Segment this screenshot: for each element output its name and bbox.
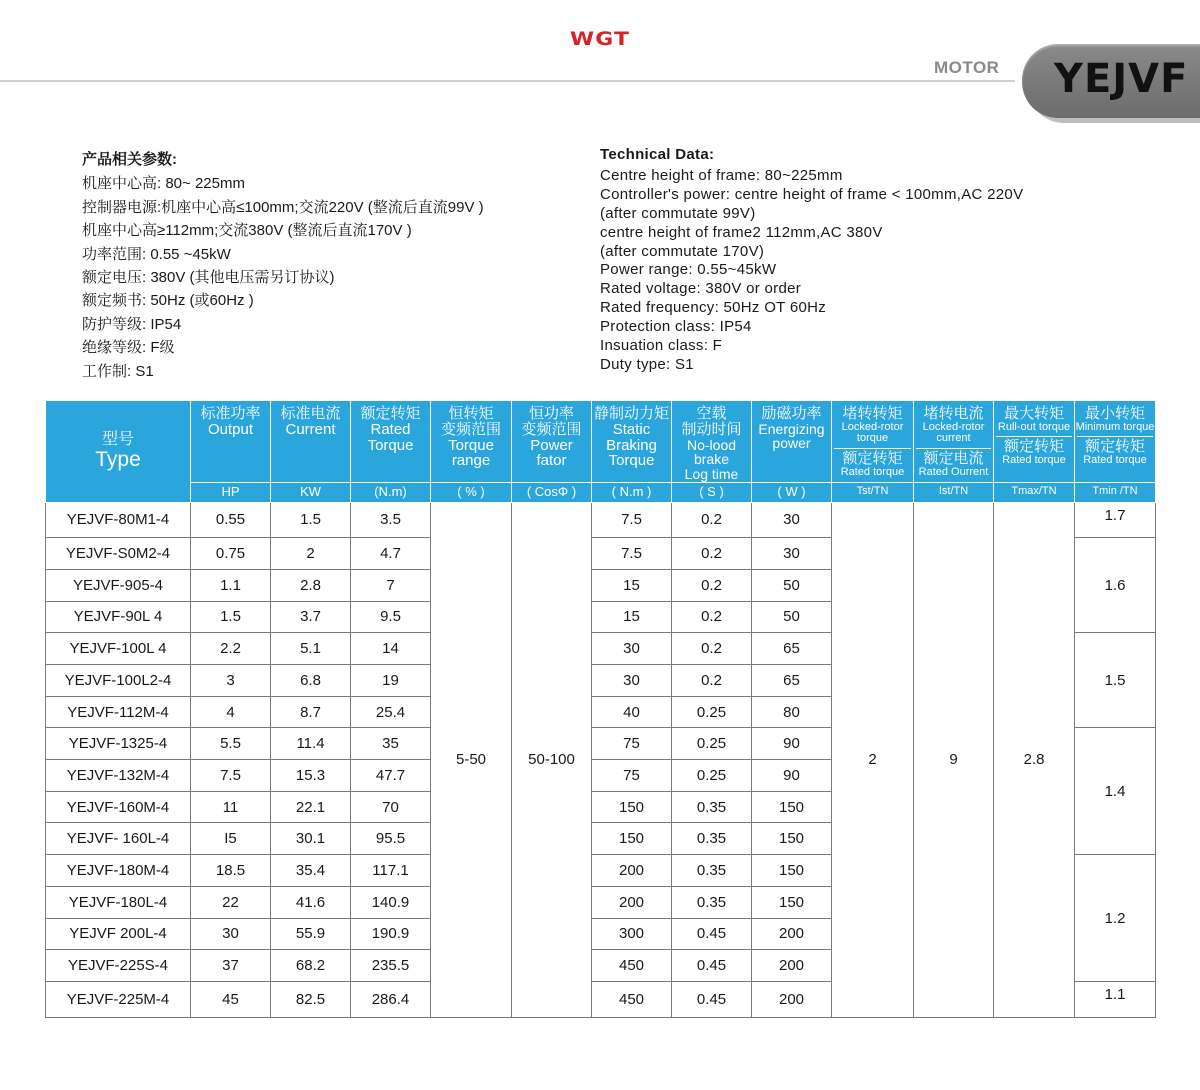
- cell-energizing-power: 200: [752, 981, 832, 1017]
- cell-type: YEJVF-160M-4: [46, 791, 191, 823]
- cell-output: 1.5: [191, 601, 271, 633]
- cell-output: 4: [191, 696, 271, 728]
- cell-torque-range: 5-50: [431, 502, 512, 1017]
- cell-output: 2.2: [191, 633, 271, 665]
- technical-data-line: centre height of frame2 112mm,AC 380V: [600, 223, 883, 241]
- cell-rated-torque: 235.5: [351, 950, 431, 982]
- cell-output: 18.5: [191, 855, 271, 887]
- header-torque-range: 恒转矩 变频范围 Torque range: [431, 401, 512, 483]
- cell-energizing-power: 150: [752, 823, 832, 855]
- header-locked-torque: 堵转转矩 Locked-rotor torque 额定转矩 Rated torque: [832, 401, 914, 483]
- cell-static-braking: 450: [592, 981, 672, 1017]
- cell-energizing-power: 65: [752, 633, 832, 665]
- cell-energizing-power: 150: [752, 855, 832, 887]
- cell-type: YEJVF-S0M2-4: [46, 538, 191, 570]
- cell-current: 55.9: [271, 918, 351, 950]
- chinese-params: [82, 148, 484, 383]
- cell-rated-torque: 70: [351, 791, 431, 823]
- technical-data-line: Rated voltage: 380V or order: [600, 280, 802, 298]
- cell-output: 7.5: [191, 760, 271, 792]
- cell-brake-time: 0.2: [672, 502, 752, 538]
- cell-max-torque-ratio: 2.8: [994, 502, 1075, 1017]
- cell-energizing-power: 30: [752, 538, 832, 570]
- unit-power-factor: ( CosΦ ): [512, 482, 592, 502]
- cell-energizing-power: 200: [752, 950, 832, 982]
- header-rated-torque: 额定转矩 Rated Torque: [351, 401, 431, 483]
- cell-current: 3.7: [271, 601, 351, 633]
- table-row: [46, 502, 1156, 538]
- technical-data-line: Centre height of frame: 80~225mm: [600, 166, 843, 184]
- cell-brake-time: 0.45: [672, 918, 752, 950]
- cell-type: YEJVF 200L-4: [46, 918, 191, 950]
- cell-current: 35.4: [271, 855, 351, 887]
- technical-data-line: Controller's power: centre height of frame < 100mm,AC 220V: [600, 185, 1024, 203]
- cell-static-braking: 200: [592, 855, 672, 887]
- cell-energizing-power: 200: [752, 918, 832, 950]
- cell-energizing-power: 80: [752, 696, 832, 728]
- cell-rated-torque: 47.7: [351, 760, 431, 792]
- unit-static-braking: ( N.m ): [592, 482, 672, 502]
- cell-current: 2.8: [271, 569, 351, 601]
- cell-static-braking: 30: [592, 665, 672, 697]
- cell-static-braking: 7.5: [592, 538, 672, 570]
- cell-static-braking: 7.5: [592, 502, 672, 538]
- cell-type: YEJVF-132M-4: [46, 760, 191, 792]
- unit-brake-time: ( S ): [672, 482, 752, 502]
- cell-current: 8.7: [271, 696, 351, 728]
- cell-current: 11.4: [271, 728, 351, 760]
- header-rule: [0, 80, 1015, 82]
- cell-energizing-power: 30: [752, 502, 832, 538]
- cell-min-torque-ratio: 1.4: [1075, 728, 1156, 855]
- cell-type: YEJVF-225S-4: [46, 950, 191, 982]
- cell-brake-time: 0.35: [672, 791, 752, 823]
- cell-output: 3: [191, 665, 271, 697]
- cell-rated-torque: 117.1: [351, 855, 431, 887]
- cell-output: 45: [191, 981, 271, 1017]
- unit-torque: (N.m): [351, 482, 431, 502]
- cell-min-torque-ratio: 1.5: [1075, 633, 1156, 728]
- cell-current: 6.8: [271, 665, 351, 697]
- cell-rated-torque: 190.9: [351, 918, 431, 950]
- section-label: MOTOR: [934, 58, 1000, 77]
- cell-rated-torque: 19: [351, 665, 431, 697]
- cell-brake-time: 0.35: [672, 823, 752, 855]
- cell-rated-torque: 286.4: [351, 981, 431, 1017]
- technical-data-line: (after commutate 99V): [600, 204, 756, 222]
- header-energizing-power: 励磁功率 Energizing power: [752, 401, 832, 483]
- cell-output: 0.75: [191, 538, 271, 570]
- header-locked-current: 堵转电流 Locked-rotor current 额定电流 Rated Ourrent: [914, 401, 994, 483]
- cell-min-torque-ratio: 1.1: [1075, 981, 1156, 1017]
- cell-static-braking: 300: [592, 918, 672, 950]
- unit-current: KW: [271, 482, 351, 502]
- technical-data-line: Power range: 0.55~45kW: [600, 261, 777, 279]
- technical-data-line: Duty type: S1: [600, 355, 694, 373]
- cell-output: 37: [191, 950, 271, 982]
- header-min-torque: 最小转矩 Minimum torque 额定转矩 Rated torque: [1075, 401, 1156, 483]
- technical-data: [600, 146, 1023, 375]
- header-power-factor: 恒功率 变频范围 Power fator: [512, 401, 592, 483]
- chinese-param-line: 额定频书: 50Hz (或60Hz ): [82, 292, 254, 310]
- cell-type: YEJVF-112M-4: [46, 696, 191, 728]
- cell-type: YEJVF-100L2-4: [46, 665, 191, 697]
- cell-brake-time: 0.35: [672, 855, 752, 887]
- chinese-param-line: 绝缘等级: F级: [82, 339, 175, 357]
- cell-static-braking: 200: [592, 886, 672, 918]
- cell-locked-current-ratio: 9: [914, 502, 994, 1017]
- cell-static-braking: 30: [592, 633, 672, 665]
- cell-min-torque-ratio: 1.2: [1075, 855, 1156, 982]
- unit-output: HP: [191, 482, 271, 502]
- cell-brake-time: 0.25: [672, 760, 752, 792]
- cell-current: 2: [271, 538, 351, 570]
- header-max-torque: 最大转矩 Rull-out torque 额定转矩 Rated torque: [994, 401, 1075, 483]
- spec-table-body: [46, 502, 1156, 1017]
- unit-locked-current: Ist/TN: [914, 482, 994, 502]
- cell-output: 30: [191, 918, 271, 950]
- header-brake-time: 空载 制动时间 No-lood brake Log time: [672, 401, 752, 483]
- cell-type: YEJVF-80M1-4: [46, 502, 191, 538]
- cell-type: YEJVF-180L-4: [46, 886, 191, 918]
- cell-brake-time: 0.35: [672, 886, 752, 918]
- cell-current: 1.5: [271, 502, 351, 538]
- cell-brake-time: 0.45: [672, 950, 752, 982]
- cell-current: 41.6: [271, 886, 351, 918]
- brand-logo: WGT: [569, 28, 631, 50]
- chinese-param-line: 额定电压: 380V (其他电压需另订协议): [82, 269, 335, 287]
- model-badge: [1022, 44, 1200, 118]
- cell-type: YEJVF-180M-4: [46, 855, 191, 887]
- cell-current: 82.5: [271, 981, 351, 1017]
- cell-brake-time: 0.25: [672, 728, 752, 760]
- model-badge-text: YEJVF: [1054, 56, 1189, 102]
- cell-output: 22: [191, 886, 271, 918]
- cell-type: YEJVF-905-4: [46, 569, 191, 601]
- cell-energizing-power: 50: [752, 601, 832, 633]
- cell-rated-torque: 7: [351, 569, 431, 601]
- unit-locked-torque: Tst/TN: [832, 482, 914, 502]
- cell-static-braking: 450: [592, 950, 672, 982]
- cell-rated-torque: 4.7: [351, 538, 431, 570]
- cell-output: 5.5: [191, 728, 271, 760]
- cell-static-braking: 150: [592, 823, 672, 855]
- cell-brake-time: 0.2: [672, 633, 752, 665]
- header-type: 型号 Type: [46, 401, 191, 503]
- table-units-row: [46, 482, 1156, 502]
- cell-brake-time: 0.2: [672, 538, 752, 570]
- cell-current: 30.1: [271, 823, 351, 855]
- cell-brake-time: 0.45: [672, 981, 752, 1017]
- cell-static-braking: 75: [592, 760, 672, 792]
- unit-energizing: ( W ): [752, 482, 832, 502]
- cell-static-braking: 150: [592, 791, 672, 823]
- cell-type: YEJVF-90L 4: [46, 601, 191, 633]
- cell-type: YEJVF-1325-4: [46, 728, 191, 760]
- cell-min-torque-ratio: 1.6: [1075, 538, 1156, 633]
- header-output: 标准功率 Output: [191, 401, 271, 483]
- cell-min-torque-ratio: 1.7: [1075, 502, 1156, 538]
- header-current: 标准电流 Current: [271, 401, 351, 483]
- technical-data-line: Protection class: IP54: [600, 318, 752, 336]
- cell-static-braking: 15: [592, 569, 672, 601]
- technical-data-title: Technical Data:: [600, 146, 715, 163]
- cell-current: 22.1: [271, 791, 351, 823]
- technical-data-line: Insuation class: F: [600, 337, 723, 355]
- cell-type: YEJVF- 160L-4: [46, 823, 191, 855]
- cell-energizing-power: 50: [752, 569, 832, 601]
- cell-static-braking: 15: [592, 601, 672, 633]
- cell-output: 1.1: [191, 569, 271, 601]
- cell-energizing-power: 150: [752, 886, 832, 918]
- technical-data-line: (after commutate 170V): [600, 242, 765, 260]
- technical-data-line: Rated frequency: 50Hz OT 60Hz: [600, 299, 827, 317]
- cell-rated-torque: 3.5: [351, 502, 431, 538]
- cell-brake-time: 0.25: [672, 696, 752, 728]
- chinese-param-line: 功率范围: 0.55 ~45kW: [82, 245, 231, 263]
- chinese-param-line: 机座中心高≥112mm;交流380V (整流后直流170V ): [82, 222, 412, 240]
- table-header-row: [46, 401, 1156, 483]
- cell-static-braking: 75: [592, 728, 672, 760]
- unit-torque-range: ( % ): [431, 482, 512, 502]
- chinese-param-line: 机座中心高: 80~ 225mm: [82, 175, 245, 193]
- cell-output: I5: [191, 823, 271, 855]
- spec-table: [45, 400, 1156, 1018]
- cell-current: 5.1: [271, 633, 351, 665]
- cell-brake-time: 0.2: [672, 665, 752, 697]
- cell-current: 15.3: [271, 760, 351, 792]
- cell-rated-torque: 25.4: [351, 696, 431, 728]
- cell-energizing-power: 65: [752, 665, 832, 697]
- cell-brake-time: 0.2: [672, 601, 752, 633]
- cell-current: 68.2: [271, 950, 351, 982]
- chinese-param-line: 防护等级: IP54: [82, 315, 182, 333]
- cell-power-factor: 50-100: [512, 502, 592, 1017]
- header-static-braking: 静制动力矩 Static Braking Torque: [592, 401, 672, 483]
- cell-rated-torque: 35: [351, 728, 431, 760]
- cell-output: 0.55: [191, 502, 271, 538]
- cell-energizing-power: 150: [752, 791, 832, 823]
- cell-rated-torque: 14: [351, 633, 431, 665]
- chinese-params-title: 产品相关参数:: [82, 151, 177, 168]
- cell-type: YEJVF-225M-4: [46, 981, 191, 1017]
- cell-rated-torque: 95.5: [351, 823, 431, 855]
- cell-energizing-power: 90: [752, 728, 832, 760]
- cell-energizing-power: 90: [752, 760, 832, 792]
- chinese-param-line: 工作制: S1: [82, 362, 154, 380]
- cell-brake-time: 0.2: [672, 569, 752, 601]
- chinese-param-line: 控制器电源:机座中心高≤100mm;交流220V (整流后直流99V ): [82, 198, 484, 216]
- cell-static-braking: 40: [592, 696, 672, 728]
- cell-rated-torque: 140.9: [351, 886, 431, 918]
- unit-min-torque: Tmin /TN: [1075, 482, 1156, 502]
- cell-type: YEJVF-100L 4: [46, 633, 191, 665]
- cell-locked-torque-ratio: 2: [832, 502, 914, 1017]
- cell-output: 11: [191, 791, 271, 823]
- cell-rated-torque: 9.5: [351, 601, 431, 633]
- unit-max-torque: Tmax/TN: [994, 482, 1075, 502]
